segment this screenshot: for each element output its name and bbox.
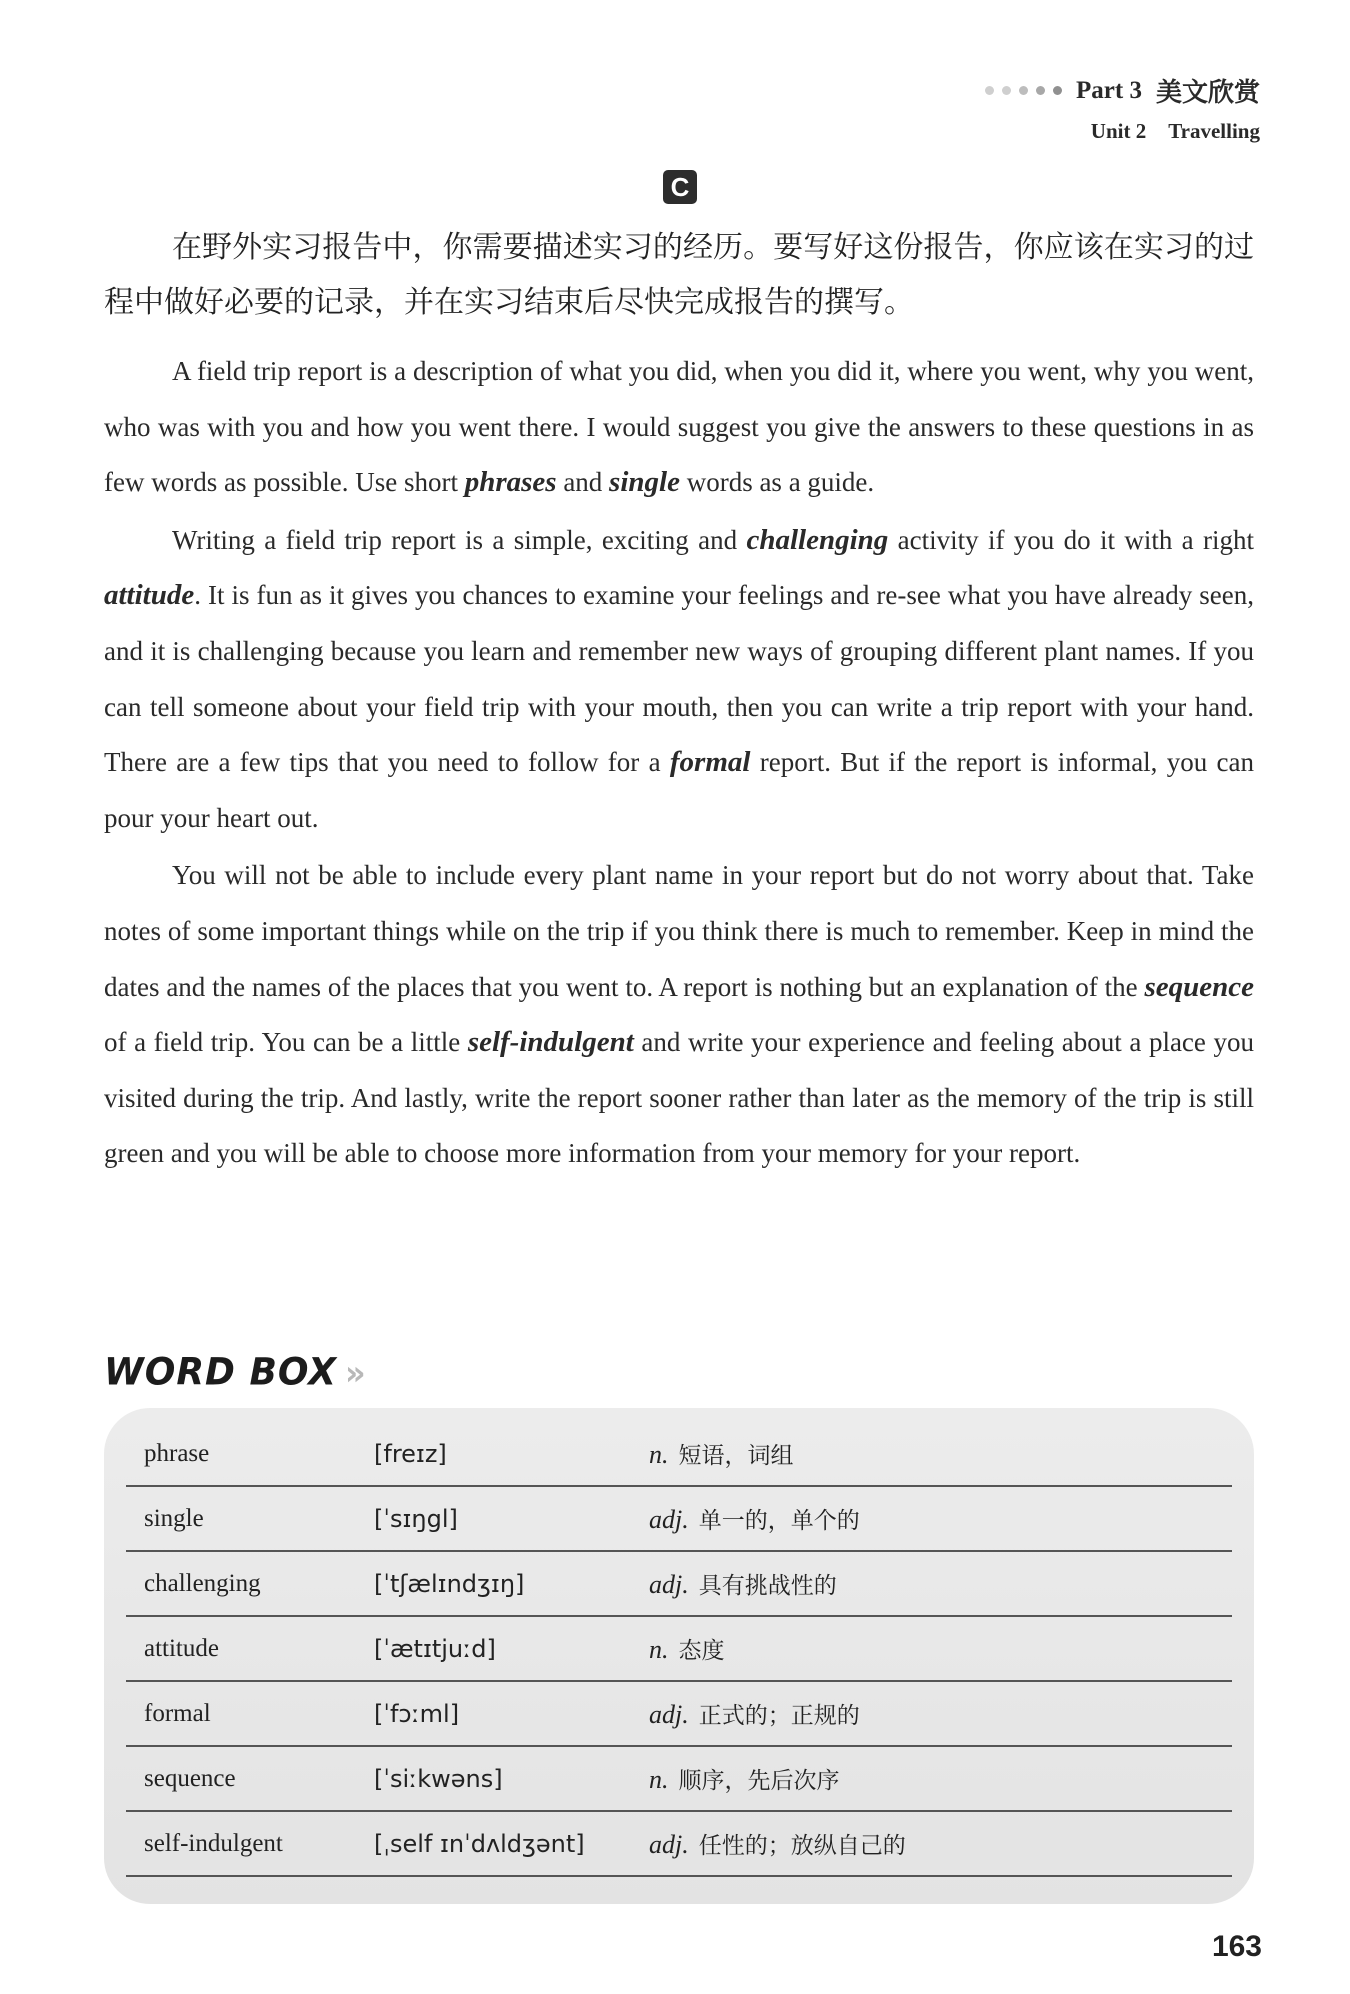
- part-of-speech: n.: [649, 1765, 669, 1794]
- word: sequence: [144, 1764, 236, 1792]
- double-chevron-icon: »: [344, 1353, 367, 1393]
- english-paragraphs: [104, 344, 1254, 1182]
- definition-cell: [649, 1762, 1232, 1795]
- word-box-title-text: WORD BOX: [104, 1350, 337, 1395]
- paragraph-text: of a field trip. You can be a little: [104, 1027, 468, 1058]
- vocabulary-word: attitude: [104, 579, 195, 612]
- part-of-speech: adj.: [649, 1830, 689, 1859]
- word: single: [144, 1504, 204, 1532]
- dot: [1053, 86, 1062, 95]
- word-box-row: [126, 1682, 1232, 1747]
- paragraph: [104, 513, 1254, 847]
- definition: 顺序，先后次序: [678, 1768, 840, 1794]
- phonetic: [freɪz]: [374, 1439, 447, 1468]
- paragraph-text: words as a guide.: [679, 467, 875, 498]
- definition-cell: [649, 1697, 1232, 1730]
- paragraph-text: and: [556, 467, 610, 498]
- definition: 任性的；放纵自己的: [698, 1833, 906, 1859]
- chinese-intro: 在野外实习报告中，你需要描述实习的经历。要写好这份报告，你应该在实习的过程中做好必要的记录，并在实习结束后尽快完成报告的撰写。: [104, 230, 1254, 320]
- phonetic: [ˈætɪtjuːd]: [374, 1634, 496, 1663]
- header-part: Part 3: [1076, 76, 1142, 104]
- vocabulary-word: sequence: [1144, 970, 1254, 1003]
- part-of-speech: adj.: [649, 1700, 689, 1729]
- word-box-table: [104, 1408, 1254, 1904]
- vocabulary-word: single: [609, 466, 680, 499]
- paragraph-text: report. But if the report is informal, you can pour your heart out.: [104, 747, 1254, 833]
- word-box-title: [104, 1351, 367, 1394]
- decorative-dots: [985, 86, 1062, 95]
- word-box-row: [126, 1617, 1232, 1682]
- part-of-speech: adj.: [649, 1505, 689, 1534]
- word-box-row: [126, 1487, 1232, 1552]
- word-box-row: [126, 1747, 1232, 1812]
- paragraph-text: activity if you do it with a right: [888, 524, 1254, 555]
- dot: [1036, 86, 1045, 95]
- running-header: [985, 72, 1260, 144]
- word: attitude: [144, 1634, 219, 1662]
- word: challenging: [144, 1569, 261, 1597]
- part-of-speech: n.: [649, 1635, 669, 1664]
- page-number: 163: [1211, 1930, 1262, 1963]
- header-unit-title: Travelling: [1168, 119, 1260, 143]
- part-of-speech: n.: [649, 1440, 669, 1469]
- header-unit: Unit 2: [1090, 119, 1147, 143]
- word: formal: [144, 1699, 211, 1727]
- definition-cell: [649, 1502, 1232, 1535]
- word-box-row: [126, 1812, 1232, 1877]
- paragraph-text: Writing a field trip report is a simple, exciting and: [172, 524, 747, 555]
- definition: 正式的；正规的: [698, 1703, 860, 1729]
- paragraph: [104, 848, 1254, 1182]
- phonetic: [ˌself ɪnˈdʌldʒənt]: [374, 1829, 585, 1858]
- definition-cell: [649, 1437, 1232, 1470]
- definition-cell: [649, 1632, 1232, 1665]
- word: phrase: [144, 1439, 210, 1467]
- section-label: C: [663, 170, 697, 204]
- dot: [1019, 86, 1028, 95]
- paragraph-text: You will not be able to include every plant name in your report but do not worry about that. Take notes of some important things while on the trip if you think there is much to remember. Keep in mind the dates and the names of the places that you went to. A report is nothing but an explanation of the: [104, 860, 1254, 1002]
- word: self-indulgent: [144, 1829, 283, 1857]
- vocabulary-word: phrases: [464, 466, 557, 499]
- paragraph-text: . It is fun as it gives you chances to examine your feelings and re-see what you have already seen, and it is challenging because you learn and remember new ways of grouping different plant names. If you can tell someone about your field trip with your mouth, then you can write a trip report with your hand. There are a few tips that you need to follow for a: [104, 580, 1254, 778]
- phonetic: [ˈsiːkwəns]: [374, 1764, 503, 1793]
- dot: [1002, 86, 1011, 95]
- vocabulary-word: self-indulgent: [467, 1026, 634, 1059]
- header-unit-line: [985, 119, 1260, 144]
- part-of-speech: adj.: [649, 1570, 689, 1599]
- header-part-cn: 美文欣赏: [1155, 78, 1260, 108]
- definition: 单一的，单个的: [698, 1508, 860, 1534]
- word-box-rows: [126, 1422, 1232, 1877]
- paragraph-text: and write your experience and feeling about a place you visited during the trip. And lastly, write the report sooner rather than later as the memory of the trip is still green and you will be able to choose more information from your memory for your report.: [104, 1027, 1255, 1169]
- vocabulary-word: challenging: [746, 523, 889, 556]
- paragraph-text: A field trip report is a description of what you did, when you did it, where you went, why you went, who was with you and how you went there. I would suggest you give the answers to these questions in as few words as possible. Use short: [104, 356, 1254, 498]
- vocabulary-word: formal: [669, 746, 751, 779]
- definition: 态度: [678, 1638, 725, 1664]
- definition-cell: [649, 1827, 1232, 1860]
- definition-cell: [649, 1567, 1232, 1600]
- reading-passage: [104, 220, 1254, 1184]
- definition: 具有挑战性的: [698, 1573, 837, 1599]
- paragraph: [104, 344, 1254, 511]
- definition: 短语，词组: [678, 1443, 794, 1469]
- phonetic: [ˈtʃælɪndʒɪŋ]: [374, 1569, 525, 1598]
- phonetic: [ˈfɔːml]: [374, 1699, 460, 1728]
- header-part-line: [985, 72, 1260, 109]
- word-box-row: [126, 1552, 1232, 1617]
- word-box-row: [126, 1422, 1232, 1487]
- dot: [985, 86, 994, 95]
- phonetic: [ˈsɪŋgl]: [374, 1504, 458, 1533]
